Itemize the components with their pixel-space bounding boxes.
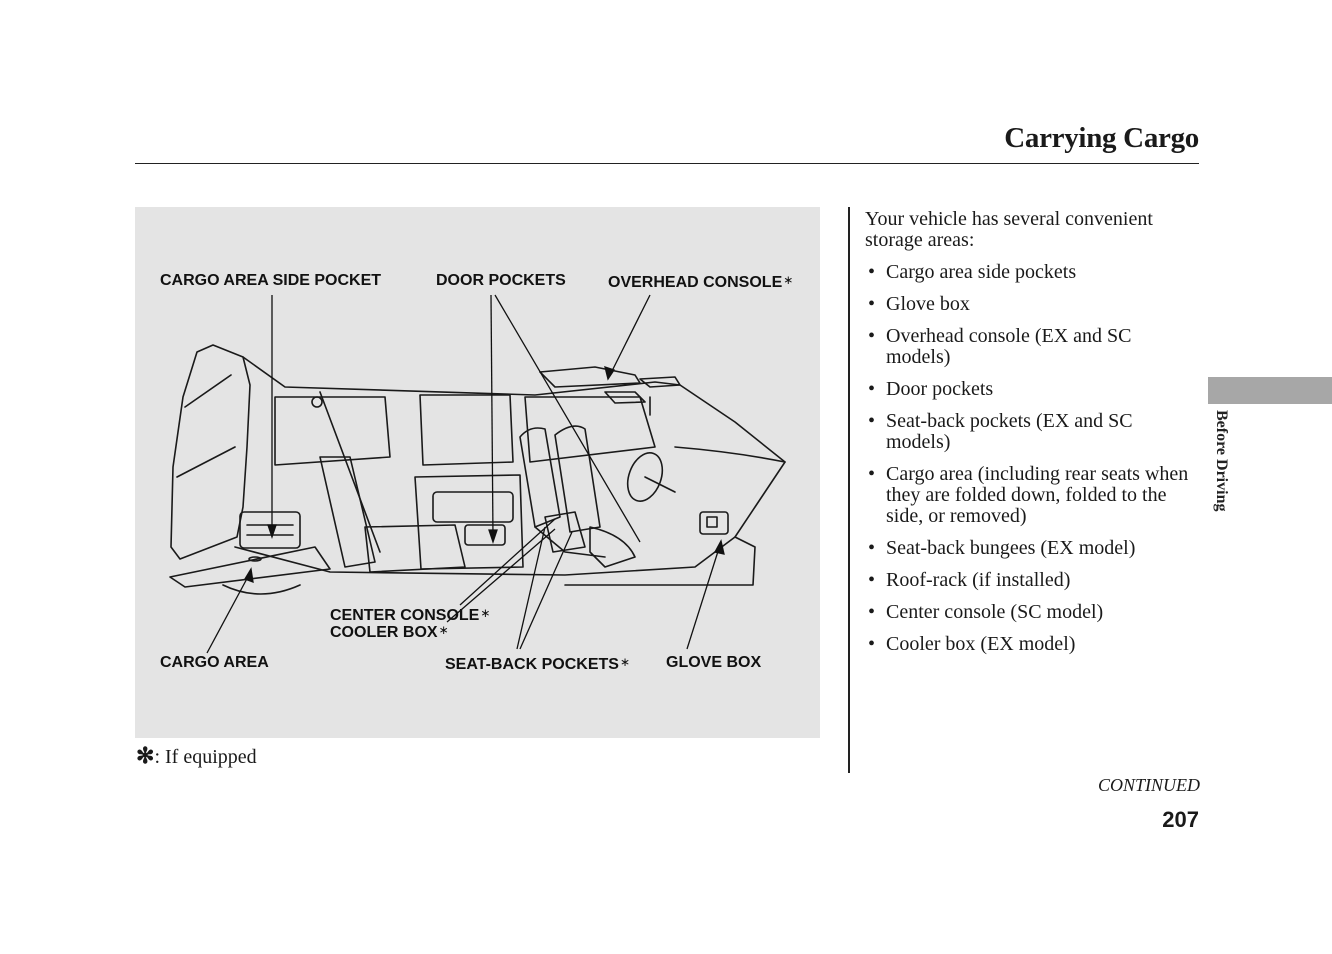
list-item-text: Center console (SC model) bbox=[886, 601, 1104, 623]
label-text: DOOR POCKETS bbox=[436, 272, 566, 289]
rear-side-window bbox=[275, 397, 390, 465]
leader-overhead-console bbox=[609, 295, 650, 377]
bullet: • bbox=[868, 463, 876, 485]
front-seat-right bbox=[555, 426, 600, 532]
list-item-text: Glove box bbox=[886, 293, 970, 315]
bullet: • bbox=[868, 569, 876, 591]
label-cargo-area-side-pocket bbox=[160, 272, 381, 289]
label-cooler-box bbox=[330, 622, 449, 641]
equipped-mark: ∗ bbox=[480, 606, 491, 620]
list-item bbox=[865, 538, 1195, 559]
rear-hatch-outline bbox=[171, 345, 250, 559]
page-title: Carrying Cargo bbox=[1004, 122, 1199, 154]
equipped-mark: ∗ bbox=[619, 655, 630, 669]
list-item bbox=[865, 602, 1195, 623]
footnote-text: : If equipped bbox=[154, 746, 257, 768]
leader-door-pockets-2 bbox=[495, 295, 640, 542]
bullet: • bbox=[868, 293, 876, 315]
rear-seat bbox=[320, 457, 375, 567]
leader-center-console bbox=[460, 519, 555, 605]
label-text: CENTER CONSOLE bbox=[330, 607, 480, 624]
bullet: • bbox=[868, 261, 876, 283]
list-item-text: Roof-rack (if installed) bbox=[886, 569, 1071, 591]
list-item-text: Overhead console (EX and SC models) bbox=[886, 325, 1132, 368]
bullet: • bbox=[868, 378, 876, 400]
bullet: • bbox=[868, 537, 876, 559]
label-text: CARGO AREA bbox=[160, 654, 269, 671]
vehicle-interior-illustration bbox=[135, 207, 820, 738]
list-item-text: Door pockets bbox=[886, 378, 994, 400]
list-item bbox=[865, 411, 1195, 453]
roof-line bbox=[243, 357, 785, 462]
list-item bbox=[865, 634, 1195, 655]
page-number: 207 bbox=[1162, 807, 1199, 832]
label-glove-box bbox=[666, 654, 761, 671]
bullet: • bbox=[868, 633, 876, 655]
list-item bbox=[865, 326, 1195, 368]
footnote bbox=[136, 743, 257, 769]
label-overhead-console bbox=[608, 272, 793, 291]
bullet: • bbox=[868, 601, 876, 623]
equipped-mark: ∗ bbox=[783, 273, 794, 287]
front-seat-left bbox=[520, 428, 560, 527]
bullet: • bbox=[868, 325, 876, 347]
section-tab-label: Before Driving bbox=[1213, 410, 1230, 512]
list-item bbox=[865, 262, 1195, 283]
intro-paragraph: Your vehicle has several convenient storage areas: bbox=[865, 208, 1153, 251]
list-item-text: Seat-back pockets (EX and SC models) bbox=[886, 410, 1133, 453]
leader-cargo-area bbox=[207, 573, 250, 653]
footnote-symbol: ✻ bbox=[136, 743, 155, 768]
continued-note: CONTINUED bbox=[1097, 775, 1200, 795]
glove-box-shape bbox=[700, 512, 728, 534]
section-tab bbox=[1208, 377, 1332, 404]
label-text: COOLER BOX bbox=[330, 624, 438, 641]
label-text: OVERHEAD CONSOLE bbox=[608, 274, 783, 291]
door-pocket-shape bbox=[433, 492, 513, 522]
column-divider bbox=[848, 207, 850, 773]
door-window bbox=[420, 395, 513, 465]
label-text: CARGO AREA SIDE POCKET bbox=[160, 272, 382, 289]
list-item-text: Seat-back bungees (EX model) bbox=[886, 537, 1136, 559]
label-text: SEAT-BACK POCKETS bbox=[445, 656, 619, 673]
list-item-text: Cooler box (EX model) bbox=[886, 633, 1076, 655]
list-item bbox=[865, 570, 1195, 591]
overhead-console-shape bbox=[540, 367, 640, 387]
list-item-text: Cargo area side pockets bbox=[886, 261, 1077, 283]
bullet: • bbox=[868, 410, 876, 432]
list-item bbox=[865, 379, 1195, 400]
title-divider bbox=[135, 163, 1199, 164]
list-item-text: Cargo area (including rear seats when they are folded down, folded to the side, or removed) bbox=[886, 463, 1189, 527]
label-cargo-area bbox=[160, 654, 269, 671]
label-seat-back-pockets bbox=[445, 654, 630, 673]
list-item bbox=[865, 464, 1195, 527]
equipped-mark: ∗ bbox=[438, 623, 449, 637]
storage-areas-list bbox=[865, 262, 1195, 666]
leader-door-pockets bbox=[491, 295, 493, 537]
leader-seat-back-1 bbox=[517, 527, 545, 649]
list-item bbox=[865, 294, 1195, 315]
leader-seat-back-2 bbox=[520, 532, 572, 649]
label-door-pockets bbox=[436, 272, 566, 289]
dashboard bbox=[675, 447, 785, 537]
label-text: GLOVE BOX bbox=[666, 654, 762, 671]
